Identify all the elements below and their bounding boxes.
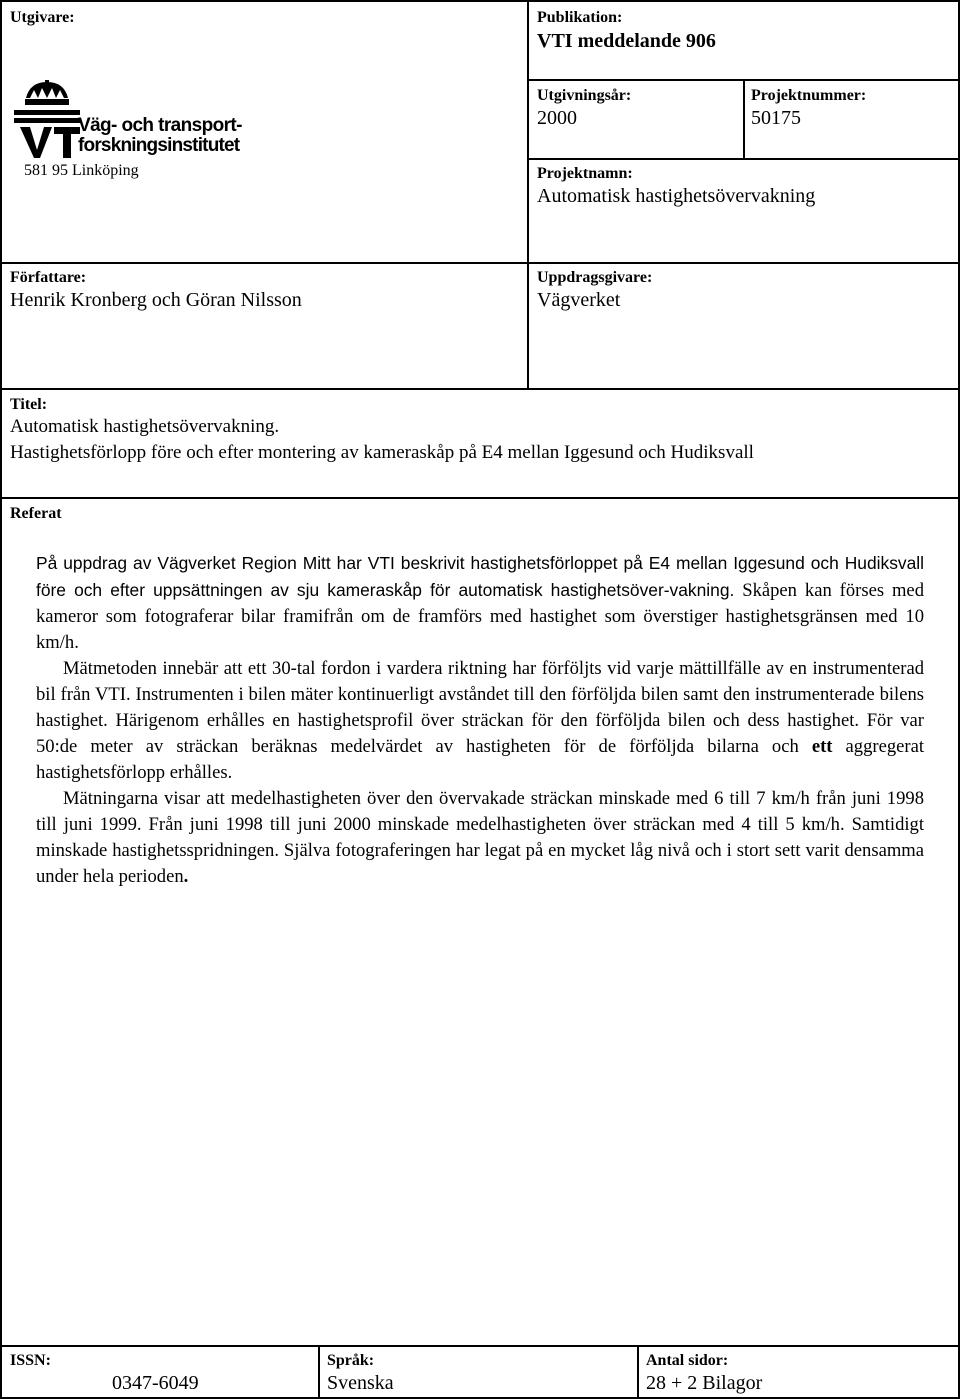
page-count-value: 28 + 2 Bilagor <box>646 1372 763 1394</box>
page-count-label: Antal sidor: <box>646 1352 729 1369</box>
divider-year-number <box>743 79 745 159</box>
divider-header-vertical <box>527 0 529 264</box>
language-value: Svenska <box>327 1372 394 1394</box>
vti-logo <box>14 80 244 158</box>
divider-footer-top <box>0 1345 960 1347</box>
title-line1: Automatisk hastighetsövervakning. <box>10 416 280 437</box>
issn-label: ISSN: <box>10 1352 51 1369</box>
language-label: Språk: <box>327 1352 375 1369</box>
divider-footer-1 <box>318 1345 320 1399</box>
divider-title-top <box>0 388 960 390</box>
divider-authors-vertical <box>527 262 529 390</box>
project-number-value: 50175 <box>751 107 801 129</box>
crown-emblem-icon <box>14 80 80 158</box>
authors-label: Författare: <box>10 269 87 286</box>
org-name-line1: Väg- och transport- <box>78 115 242 136</box>
abstract-p3-text: Mätningarna visar att medelhastigheten över den övervakade sträckan minskade med 6 till 7 km/h från juni 1998 till juni 1999. Från juni 1998 till juni 2000 minskade medelhastigheten över sträckan med 4 till 5 km/h. Samtidigt minskade hastighetsspridningen. Själva fotograferingen har legat på en mycket låg nivå och i stort sett varit densamma under hela perioden <box>36 788 924 887</box>
divider-year-row <box>527 158 960 160</box>
divider-header-bottom <box>0 262 960 264</box>
org-name-line2: forskningsinstitutet <box>78 135 240 156</box>
publisher-address: 581 95 Linköping <box>24 162 139 179</box>
publisher-label: Utgivare: <box>10 9 75 26</box>
abstract-paragraph-3 <box>36 786 924 890</box>
authors-value: Henrik Kronberg och Göran Nilsson <box>10 289 302 311</box>
abstract-p1-first-sentence: På uppdrag av Vägverket Region Mitt har VTI beskrivit hastighetsförloppet på E4 mellan Iggesund och Hudiksvall före och efter uppsättningen av sju kameraskåp för automatisk hastighetsöver-vakning. <box>36 553 924 600</box>
border-top <box>0 0 960 2</box>
title-label: Titel: <box>10 396 48 413</box>
title-line2: Hastighetsförlopp före och efter montering av kameraskåp på E4 mellan Iggesund och Hudiksvall <box>10 442 754 463</box>
publication-year-value: 2000 <box>537 107 577 129</box>
abstract-p3-period: . <box>183 866 189 887</box>
border-left <box>0 0 2 1399</box>
project-name-label: Projektnamn: <box>537 165 633 182</box>
issn-value: 0347-6049 <box>112 1372 199 1394</box>
divider-footer-2 <box>637 1345 639 1399</box>
project-name-value: Automatisk hastighetsövervakning <box>537 185 816 207</box>
project-number-label: Projektnummer: <box>751 87 867 104</box>
abstract-p2-text-a: Mätmetoden innebär att ett 30-tal fordon i vardera riktning har förföljts vid varje mättillfälle av en instrumenterad bil från VTI. Instrumenten i bilen mäter kontinuerligt avståndet till den förföljda bilen samt den instrumenterade bilens hastighet. Härigenom erhålles en hastighetsprofil över sträckan för den förföljda bilen och dess hastighet. För var 50:de meter av sträckan beräknas medelvärdet av hastigheten för de förföljda bilarna och <box>36 658 924 757</box>
abstract-heading: Referat <box>10 505 62 522</box>
abstract-paragraph-1 <box>36 550 924 656</box>
abstract-paragraph-2 <box>36 656 924 786</box>
publication-label: Publikation: <box>537 9 623 26</box>
divider-referat-top <box>0 497 960 499</box>
abstract-p2-emphasis: ett <box>811 736 833 757</box>
publication-year-label: Utgivningsår: <box>537 87 632 104</box>
abstract-p2-text-b: aggregerat hastighetsförlopp erhålles. <box>36 736 924 783</box>
abstract-body <box>36 550 924 890</box>
commissioner-value: Vägverket <box>537 289 621 311</box>
commissioner-label: Uppdragsgivare: <box>537 269 653 286</box>
abstract-p1-rest: Skåpen kan förses med kameror som fotograferar bilar framifrån om de framförs med hastighet som överstiger hastighetsgränsen med 10 km/h. <box>36 580 924 653</box>
publication-value: VTI meddelande 906 <box>537 30 716 52</box>
